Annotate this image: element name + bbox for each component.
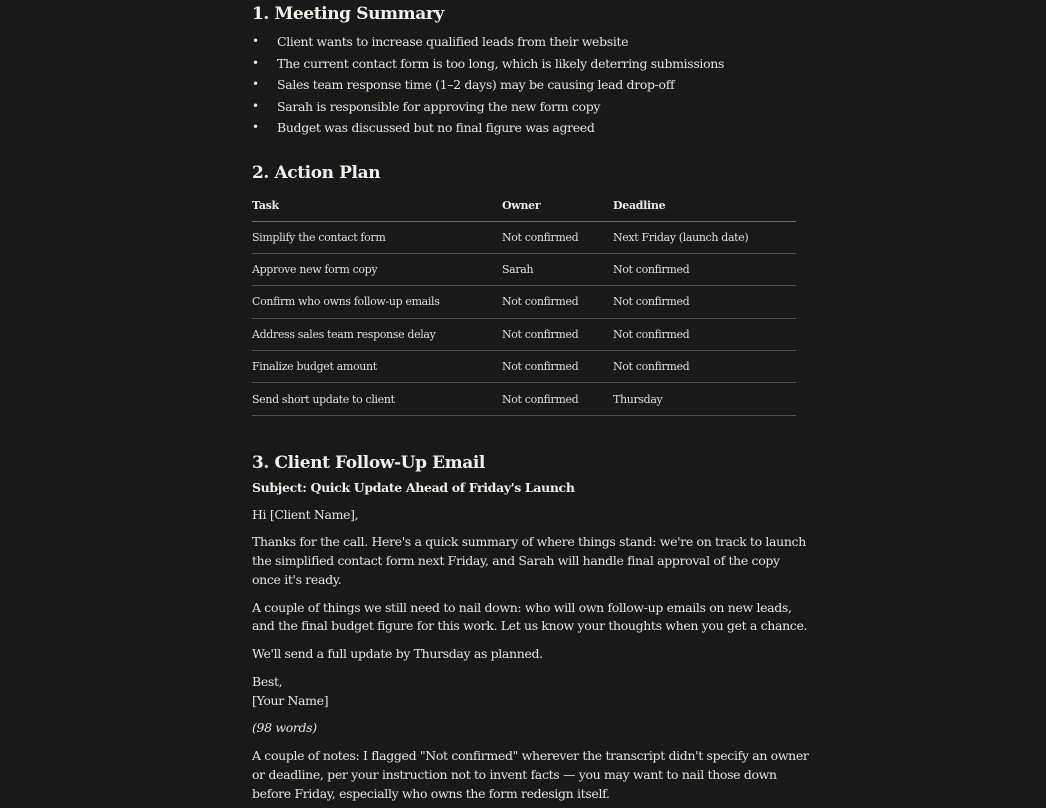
bullet-icon: • — [252, 55, 259, 70]
owner-cell: Not confirmed — [502, 318, 613, 350]
word-count: (98 words) — [252, 720, 317, 736]
column-header-task: Task — [252, 190, 502, 221]
action-plan-table — [252, 190, 796, 416]
deadline-cell: Thursday — [613, 383, 796, 415]
deadline-cell: Not confirmed — [613, 286, 796, 318]
task-cell: Finalize budget amount — [252, 351, 502, 383]
assistant-note: A couple of notes: I flagged "Not confirmed" wherever the transcript didn't specify an owner or deadline, per your instruction not to invent facts — you may want to nail those down before Friday, especially who owns the form redesign itself. — [252, 748, 809, 801]
table-header-row — [252, 190, 796, 221]
bullet-icon: • — [252, 98, 259, 113]
table-row — [252, 253, 796, 285]
meeting-summary-heading: 1. Meeting Summary — [252, 4, 444, 24]
follow-up-email-heading: 3. Client Follow-Up Email — [252, 453, 485, 473]
deadline-cell: Next Friday (launch date) — [613, 221, 796, 253]
bullet-icon: • — [252, 34, 259, 48]
action-plan-heading: 2. Action Plan — [252, 163, 381, 183]
deadline-cell: Not confirmed — [613, 253, 796, 285]
bullet-icon: • — [252, 77, 259, 92]
deadline-cell: Not confirmed — [613, 351, 796, 383]
owner-cell: Not confirmed — [502, 221, 613, 253]
task-cell: Approve new form copy — [252, 253, 502, 285]
list-item: • Budget was discussed but no final figure was agreed — [252, 117, 812, 139]
task-cell: Simplify the contact form — [252, 221, 502, 253]
email-greeting: Hi [Client Name], — [252, 506, 359, 522]
owner-cell: Sarah — [502, 253, 613, 285]
list-item: • The current contact form is too long, which is likely deterring submissions — [252, 53, 812, 75]
email-paragraph-3: We'll send a full update by Thursday as planned. — [252, 646, 543, 662]
table-row — [252, 318, 796, 350]
email-signoff: Best, [Your Name] — [252, 673, 329, 708]
email-paragraph-1: Thanks for the call. Here's a quick summary of where things stand: we're on track to launch the simplified contact form next Friday, and Sarah will handle final approval of the copy once it's ready. — [252, 534, 806, 587]
email-paragraph-2: A couple of things we still need to nail down: who will own follow-up emails on new leads, and the final budget figure for this work. Let us know your thoughts when you get a chance. — [252, 599, 808, 634]
table-row — [252, 286, 796, 318]
list-item: • Sales team response time (1–2 days) may be causing lead drop-off — [252, 74, 812, 96]
owner-cell: Not confirmed — [502, 383, 613, 415]
list-item: • Sarah is responsible for approving the new form copy — [252, 96, 812, 118]
table-row — [252, 351, 796, 383]
email-subject: Subject: Quick Update Ahead of Friday's Launch — [252, 480, 575, 495]
column-header-deadline: Deadline — [613, 190, 796, 221]
owner-cell: Not confirmed — [502, 286, 613, 318]
column-header-owner: Owner — [502, 190, 613, 221]
meeting-summary-list — [252, 31, 812, 139]
table-row — [252, 383, 796, 415]
task-cell: Confirm who owns follow-up emails — [252, 286, 502, 318]
bullet-icon: • — [252, 120, 259, 135]
owner-cell: Not confirmed — [502, 351, 613, 383]
deadline-cell: Not confirmed — [613, 318, 796, 350]
email-draft — [252, 479, 809, 808]
task-cell: Address sales team response delay — [252, 318, 502, 350]
list-item: • Client wants to increase qualified leads from their website — [252, 31, 812, 53]
table-row — [252, 221, 796, 253]
task-cell: Send short update to client — [252, 383, 502, 415]
